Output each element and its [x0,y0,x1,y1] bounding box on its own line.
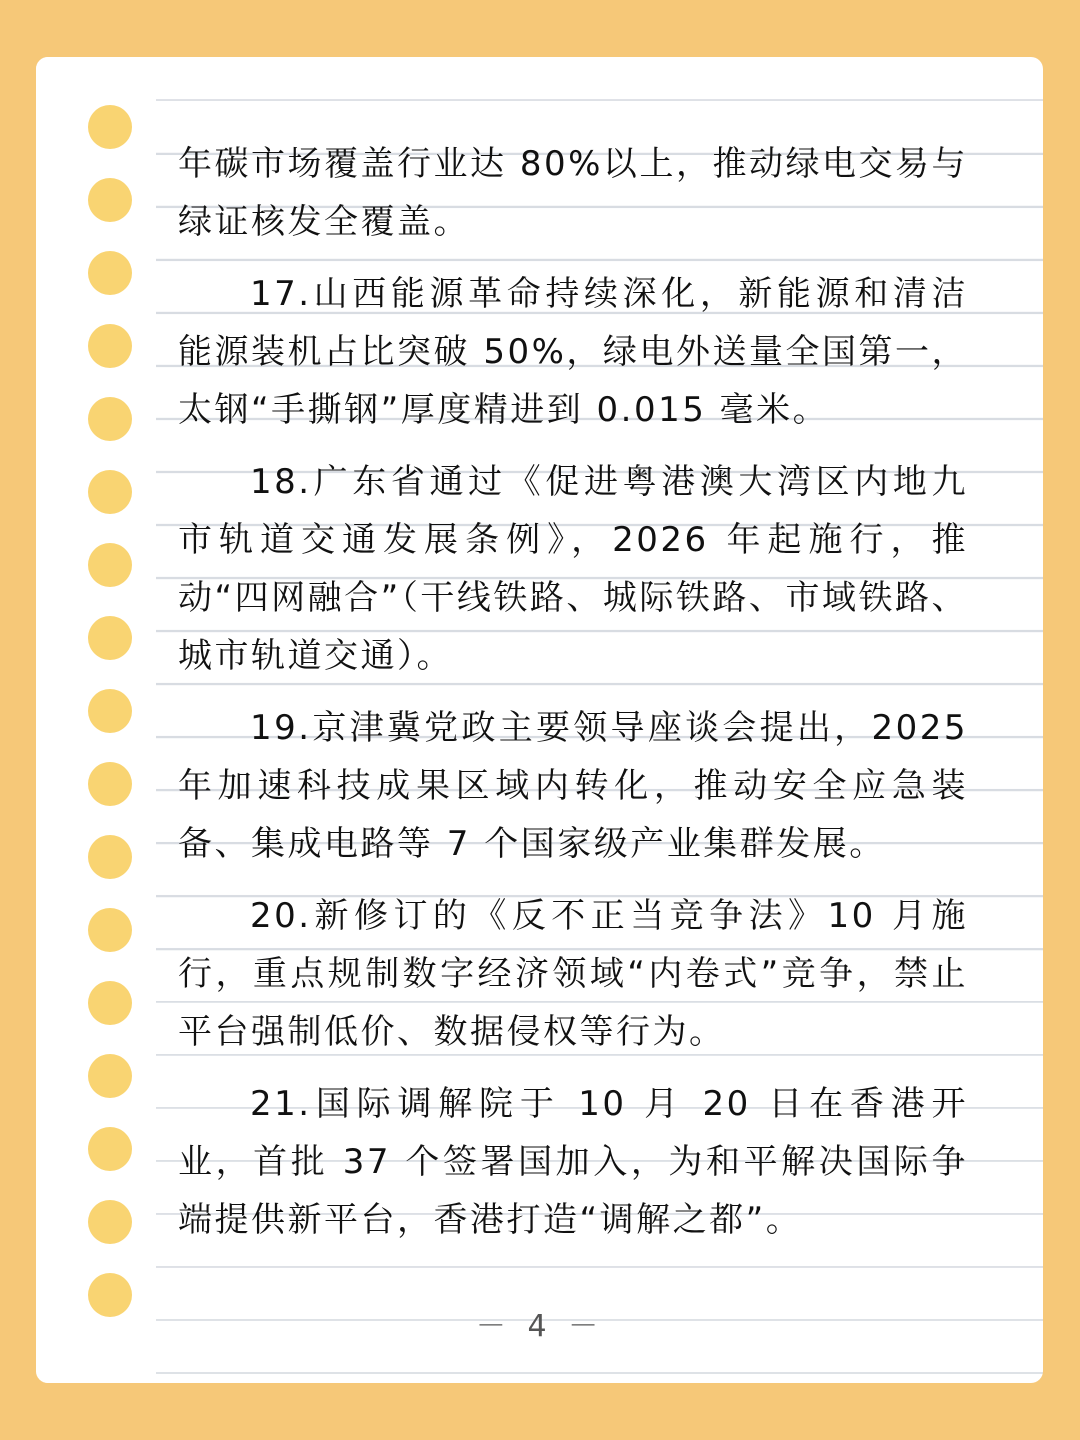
binding-hole [88,105,132,149]
binding-hole [88,324,132,368]
paragraph-item-21: 21.国际调解院于 10 月 20 日在香港开业，首批 37 个签署国加入，为和平解决国际争端提供新平台，香港打造“调解之都”。 [178,1084,968,1240]
binding-hole [88,616,132,660]
binding-hole [88,397,132,441]
binding-hole [88,1054,132,1098]
page-number: － 4 － [475,1309,605,1344]
binding-hole [88,908,132,952]
paragraph-item-18: 18.广东省通过《促进粤港澳大湾区内地九市轨道交通发展条例》，2026 年起施行，推动“四网融合”（干线铁路、城际铁路、市域铁路、城市轨道交通）。 [178,462,968,676]
paragraph-item-19: 19.京津冀党政主要领导座谈会提出，2025 年加速科技成果区域内转化，推动安全应急装备、集成电路等 7 个国家级产业集群发展。 [178,708,968,864]
paragraph-item-20: 20.新修订的《反不正当竞争法》10 月施行，重点规制数字经济领域“内卷式”竞争，禁止平台强制低价、数据侵权等行为。 [178,896,968,1052]
binding-hole [88,251,132,295]
binding-holes [88,105,136,1346]
binding-hole [88,981,132,1025]
binding-hole [88,762,132,806]
article-body [178,135,968,1263]
binding-hole [88,178,132,222]
notebook-page [36,57,1043,1383]
binding-hole [88,1200,132,1244]
paragraph-item-17: 17.山西能源革命持续深化，新能源和清洁能源装机占比突破 50%，绿电外送量全国第一，太钢“手撕钢”厚度精进到 0.015 毫米。 [178,274,968,430]
binding-hole [88,543,132,587]
binding-hole [88,470,132,514]
paragraph-continuation: 年碳市场覆盖行业达 80%以上，推动绿电交易与绿证核发全覆盖。 [178,144,968,242]
binding-hole [88,1127,132,1171]
binding-hole [88,689,132,733]
binding-hole [88,835,132,879]
